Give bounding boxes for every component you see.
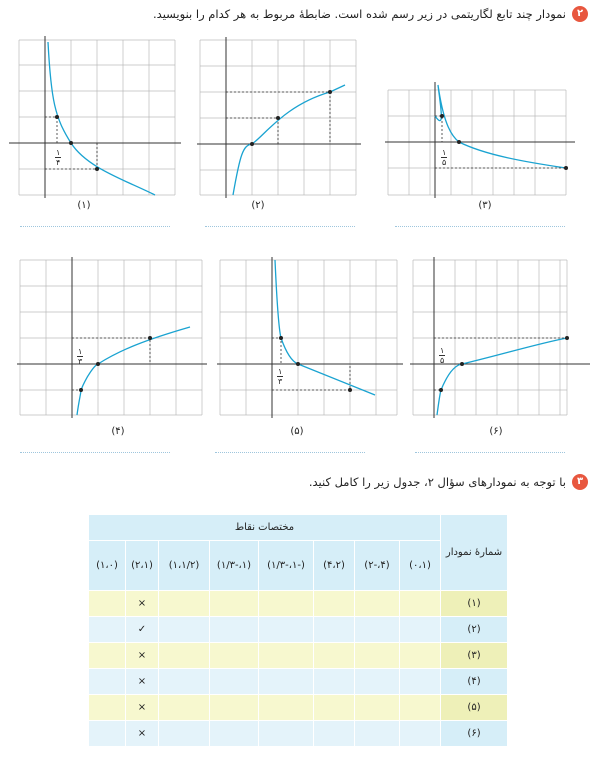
table-row: (۵) × xyxy=(89,695,508,721)
table-row: (۶) × xyxy=(89,721,508,747)
graph-3-frac: ۱ ۵ xyxy=(442,148,447,167)
divider-4 xyxy=(20,452,170,453)
graph-1-label: (۱) xyxy=(77,200,91,211)
mark: × xyxy=(126,695,159,721)
divider-5 xyxy=(215,452,365,453)
question-3-text: با توجه به نمودارهای سؤال ۲، جدول زیر را کامل کنید. xyxy=(308,475,566,489)
col-header: شمارهٔ نمودار xyxy=(441,515,508,591)
group-header: مختصات نقاط xyxy=(89,515,441,541)
graph-1-frac: ۱ ۴ xyxy=(56,148,61,167)
col-6: (۲،۱) xyxy=(126,541,159,591)
divider-6 xyxy=(415,452,565,453)
col-5: (۱،۱/۲) xyxy=(159,541,210,591)
mark: × xyxy=(126,721,159,747)
graph-3-label: (۳) xyxy=(478,200,492,211)
divider-2 xyxy=(205,226,355,227)
table-row: (۴) × xyxy=(89,669,508,695)
mark: × xyxy=(126,669,159,695)
question-2-number: ۲ xyxy=(572,6,588,22)
table-row: (۲) ✓ xyxy=(89,617,508,643)
mark: × xyxy=(126,591,159,617)
graph-5-frac: ۱ ۳ xyxy=(278,367,283,386)
question-2 xyxy=(153,6,588,22)
mark: × xyxy=(126,643,159,669)
col-1: (۴،-۲) xyxy=(355,541,400,591)
graph-4-frac: ۱ ۳ xyxy=(78,347,83,366)
graph-6 xyxy=(410,255,595,420)
graph-3 xyxy=(385,80,580,200)
points-table xyxy=(88,514,508,747)
question-3-number: ۳ xyxy=(572,474,588,490)
graph-5 xyxy=(215,255,405,420)
mark: ✓ xyxy=(126,617,159,643)
question-2-text: نمودار چند تابع لگاریتمی در زیر رسم شده است. ضابطهٔ مربوط به هر کدام را بنویسید. xyxy=(153,7,566,21)
graph-2 xyxy=(195,35,365,200)
graph-4 xyxy=(15,255,210,420)
col-2: (۴،۲) xyxy=(314,541,355,591)
graph-2-label: (۲) xyxy=(251,200,265,211)
col-3: (-۱،-۱/۳) xyxy=(259,541,314,591)
table-row: (۳) × xyxy=(89,643,508,669)
graph-6-frac: ۱ ۵ xyxy=(440,346,445,365)
divider-3 xyxy=(395,226,565,227)
col-0: (۰،۱) xyxy=(400,541,441,591)
graph-4-label: (۴) xyxy=(111,426,125,437)
col-7: (۱،۰) xyxy=(89,541,126,591)
table-row: (۱) × xyxy=(89,591,508,617)
question-3 xyxy=(309,474,588,490)
divider-1 xyxy=(20,226,170,227)
graph-6-label: (۶) xyxy=(489,426,503,437)
col-4: (۱،-۱/۳) xyxy=(210,541,259,591)
graph-5-label: (۵) xyxy=(290,426,304,437)
graph-1 xyxy=(5,30,185,200)
